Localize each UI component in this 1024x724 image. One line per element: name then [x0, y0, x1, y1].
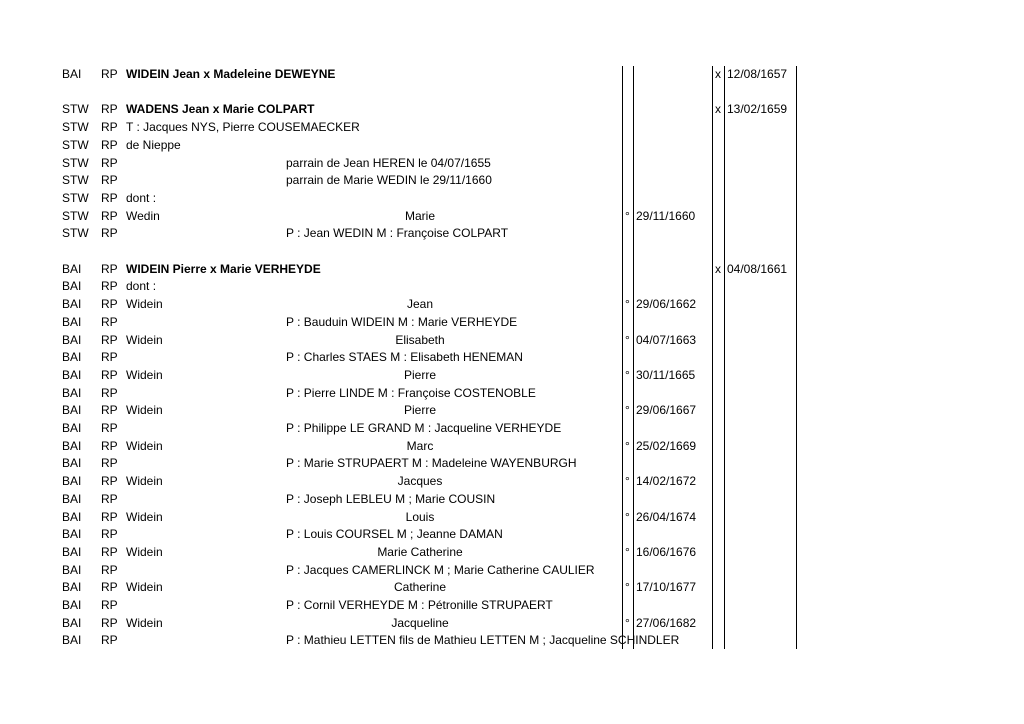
- record-sponsors: P : Cornil VERHEYDE M : Pétronille STRUPAERT: [286, 598, 553, 612]
- record-type: RP: [101, 474, 118, 489]
- record-place: BAI: [62, 421, 82, 435]
- record-row: [0, 385, 1024, 403]
- record-type: RP: [101, 279, 118, 294]
- record-name: Widein: [126, 297, 163, 312]
- record-row: [0, 526, 1024, 544]
- record-place: BAI: [62, 580, 82, 595]
- record-row: [0, 455, 1024, 473]
- record-name: Widein: [126, 615, 163, 630]
- record-first-name: Marc: [406, 438, 434, 453]
- record-first-name: Marie Catherine: [377, 544, 463, 559]
- record-name: dont :: [126, 279, 157, 294]
- baptism-date: 27/06/1682: [636, 615, 697, 630]
- record-row: [0, 597, 1024, 615]
- record-place: BAI: [62, 261, 82, 276]
- record-place: BAI: [62, 67, 82, 81]
- record-row: [0, 66, 1024, 84]
- record-row: [0, 101, 1024, 119]
- record-place: BAI: [62, 544, 82, 559]
- record-row: [0, 137, 1024, 155]
- column-divider: [633, 66, 634, 649]
- record-name: Widein: [126, 474, 163, 489]
- baptism-date: 29/06/1662: [636, 297, 697, 312]
- record-type: RP: [101, 580, 118, 595]
- record-type: RP: [101, 562, 118, 577]
- record-type: RP: [101, 155, 118, 170]
- record-type: RP: [101, 173, 118, 188]
- record-place: STW: [62, 137, 89, 152]
- baptism-date: 29/06/1667: [636, 403, 697, 418]
- record-sponsors: parrain de Jean HEREN le 04/07/1655: [286, 155, 491, 170]
- baptism-date: 25/02/1669: [636, 438, 697, 453]
- record-row: [0, 438, 1024, 456]
- record-place: BAI: [62, 456, 82, 471]
- baptism-date: 14/02/1672: [636, 474, 697, 489]
- record-row: [0, 420, 1024, 438]
- record-row: [0, 155, 1024, 173]
- record-row: [0, 632, 1024, 650]
- record-place: BAI: [62, 332, 82, 347]
- record-row: [0, 473, 1024, 491]
- baptism-symbol: °: [625, 474, 630, 489]
- record-place: BAI: [62, 474, 82, 489]
- record-place: STW: [62, 120, 89, 135]
- record-name: T : Jacques NYS, Pierre COUSEMAECKER: [126, 120, 360, 135]
- record-first-name: Catherine: [393, 580, 447, 595]
- record-name: WIDEIN Jean x Madeleine DEWEYNE: [126, 67, 336, 81]
- record-type: RP: [101, 491, 118, 506]
- baptism-symbol: °: [625, 367, 630, 382]
- record-sponsors: P : Charles STAES M : Elisabeth HENEMAN: [286, 350, 523, 365]
- record-type: RP: [101, 67, 118, 81]
- record-first-name: Marie: [404, 208, 435, 223]
- record-type: RP: [101, 120, 118, 135]
- record-first-name: Jacqueline: [391, 615, 449, 630]
- baptism-symbol: °: [625, 403, 630, 418]
- record-place: BAI: [62, 403, 82, 418]
- record-row: [0, 509, 1024, 527]
- record-place: BAI: [62, 562, 82, 577]
- record-sponsors: P : Marie STRUPAERT M : Madeleine WAYENBURGH: [286, 456, 577, 471]
- record-row: [0, 402, 1024, 420]
- record-place: STW: [62, 155, 89, 170]
- record-row: [0, 190, 1024, 208]
- record-place: BAI: [62, 279, 82, 294]
- record-first-name: Jacques: [397, 474, 443, 489]
- record-name: dont :: [126, 190, 157, 205]
- record-type: RP: [101, 332, 118, 347]
- marriage-date: 12/08/1657: [727, 67, 788, 81]
- record-sponsors: parrain de Marie WEDIN le 29/11/1660: [286, 173, 492, 188]
- record-row: [0, 332, 1024, 350]
- column-divider: [796, 66, 797, 649]
- record-name: Widein: [126, 509, 163, 524]
- baptism-date: 17/10/1677: [636, 580, 697, 595]
- record-name: WADENS Jean x Marie COLPART: [126, 102, 315, 117]
- record-row: [0, 314, 1024, 332]
- record-row: [0, 544, 1024, 562]
- record-name: Widein: [126, 438, 163, 453]
- record-row: [0, 367, 1024, 385]
- marriage-date: 13/02/1659: [727, 102, 788, 117]
- record-place: STW: [62, 190, 89, 205]
- record-sponsors: P : Louis COURSEL M ; Jeanne DAMAN: [286, 527, 503, 542]
- record-type: RP: [101, 226, 118, 241]
- record-place: BAI: [62, 297, 82, 312]
- record-name: Widein: [126, 332, 163, 347]
- record-place: STW: [62, 173, 89, 188]
- baptism-date: 04/07/1663: [636, 332, 697, 347]
- record-type: RP: [101, 509, 118, 524]
- record-type: RP: [101, 314, 118, 329]
- marriage-symbol: x: [715, 67, 721, 81]
- record-row: [0, 579, 1024, 597]
- record-name: Widein: [126, 367, 163, 382]
- record-sponsors: P : Bauduin WIDEIN M : Marie VERHEYDE: [286, 314, 518, 329]
- marriage-symbol: x: [715, 261, 721, 276]
- record-place: BAI: [62, 350, 82, 365]
- record-type: RP: [101, 598, 118, 612]
- baptism-symbol: °: [625, 208, 630, 223]
- baptism-symbol: °: [625, 544, 630, 559]
- record-place: BAI: [62, 314, 82, 329]
- baptism-date: 26/04/1674: [636, 509, 697, 524]
- record-place: BAI: [62, 509, 82, 524]
- record-place: BAI: [62, 615, 82, 630]
- record-type: RP: [101, 350, 118, 365]
- record-type: RP: [101, 544, 118, 559]
- baptism-symbol: °: [625, 438, 630, 453]
- record-row: [0, 491, 1024, 509]
- baptism-date: 29/11/1660: [636, 208, 696, 223]
- baptism-symbol: °: [625, 615, 630, 630]
- record-type: RP: [101, 367, 118, 382]
- record-place: STW: [62, 102, 89, 117]
- column-divider: [724, 66, 725, 649]
- record-place: BAI: [62, 598, 82, 612]
- record-row: [0, 349, 1024, 367]
- record-type: RP: [101, 385, 118, 400]
- record-type: RP: [101, 633, 118, 648]
- baptism-symbol: °: [625, 332, 630, 347]
- record-sponsors: P : Pierre LINDE M : Françoise COSTENOBLE: [286, 385, 536, 400]
- marriage-date: 04/08/1661: [727, 261, 788, 276]
- record-name: Widein: [126, 403, 163, 418]
- baptism-symbol: °: [625, 580, 630, 595]
- baptism-date: 30/11/1665: [636, 367, 696, 382]
- record-row: [0, 225, 1024, 243]
- record-place: BAI: [62, 491, 82, 506]
- record-first-name: Jean: [406, 297, 434, 312]
- record-type: RP: [101, 190, 118, 205]
- record-type: RP: [101, 137, 118, 152]
- record-place: BAI: [62, 438, 82, 453]
- record-row: [0, 296, 1024, 314]
- record-row: [0, 278, 1024, 296]
- record-type: RP: [101, 297, 118, 312]
- baptism-date: 16/06/1676: [636, 544, 697, 559]
- record-type: RP: [101, 208, 118, 223]
- record-row: [0, 208, 1024, 226]
- record-first-name: Louis: [405, 509, 435, 524]
- record-place: STW: [62, 208, 89, 223]
- baptism-symbol: °: [625, 297, 630, 312]
- record-type: RP: [101, 527, 118, 542]
- record-first-name: Elisabeth: [395, 332, 445, 347]
- record-row: [0, 615, 1024, 633]
- record-row: [0, 119, 1024, 137]
- record-sponsors: P : Mathieu LETTEN fils de Mathieu LETTEN M ; Jacqueline SCHINDLER: [286, 633, 680, 648]
- record-type: RP: [101, 615, 118, 630]
- record-name: WIDEIN Pierre x Marie VERHEYDE: [126, 261, 321, 276]
- record-name: de Nieppe: [126, 137, 181, 152]
- record-row: [0, 172, 1024, 190]
- record-sponsors: P : Jean WEDIN M : Françoise COLPART: [286, 226, 509, 241]
- record-first-name: Pierre: [403, 403, 436, 418]
- baptism-symbol: °: [625, 509, 630, 524]
- record-name: Widein: [126, 544, 163, 559]
- record-type: RP: [101, 421, 118, 435]
- record-place: STW: [62, 226, 89, 241]
- record-sponsors: P : Jacques CAMERLINCK M ; Marie Catherine CAULIER: [286, 562, 595, 577]
- record-sponsors: P : Joseph LEBLEU M ; Marie COUSIN: [286, 491, 496, 506]
- record-name: Wedin: [126, 208, 160, 223]
- record-type: RP: [101, 261, 118, 276]
- column-divider: [712, 66, 713, 649]
- record-sponsors: P : Philippe LE GRAND M : Jacqueline VERHEYDE: [286, 421, 562, 435]
- record-place: BAI: [62, 385, 82, 400]
- record-name: Widein: [126, 580, 163, 595]
- record-type: RP: [101, 102, 118, 117]
- record-row: [0, 562, 1024, 580]
- record-type: RP: [101, 456, 118, 471]
- column-divider: [622, 66, 623, 649]
- record-first-name: Pierre: [403, 367, 436, 382]
- marriage-symbol: x: [715, 102, 721, 117]
- record-row: [0, 261, 1024, 279]
- record-place: BAI: [62, 633, 82, 648]
- record-type: RP: [101, 438, 118, 453]
- record-type: RP: [101, 403, 118, 418]
- record-place: BAI: [62, 527, 82, 542]
- record-place: BAI: [62, 367, 82, 382]
